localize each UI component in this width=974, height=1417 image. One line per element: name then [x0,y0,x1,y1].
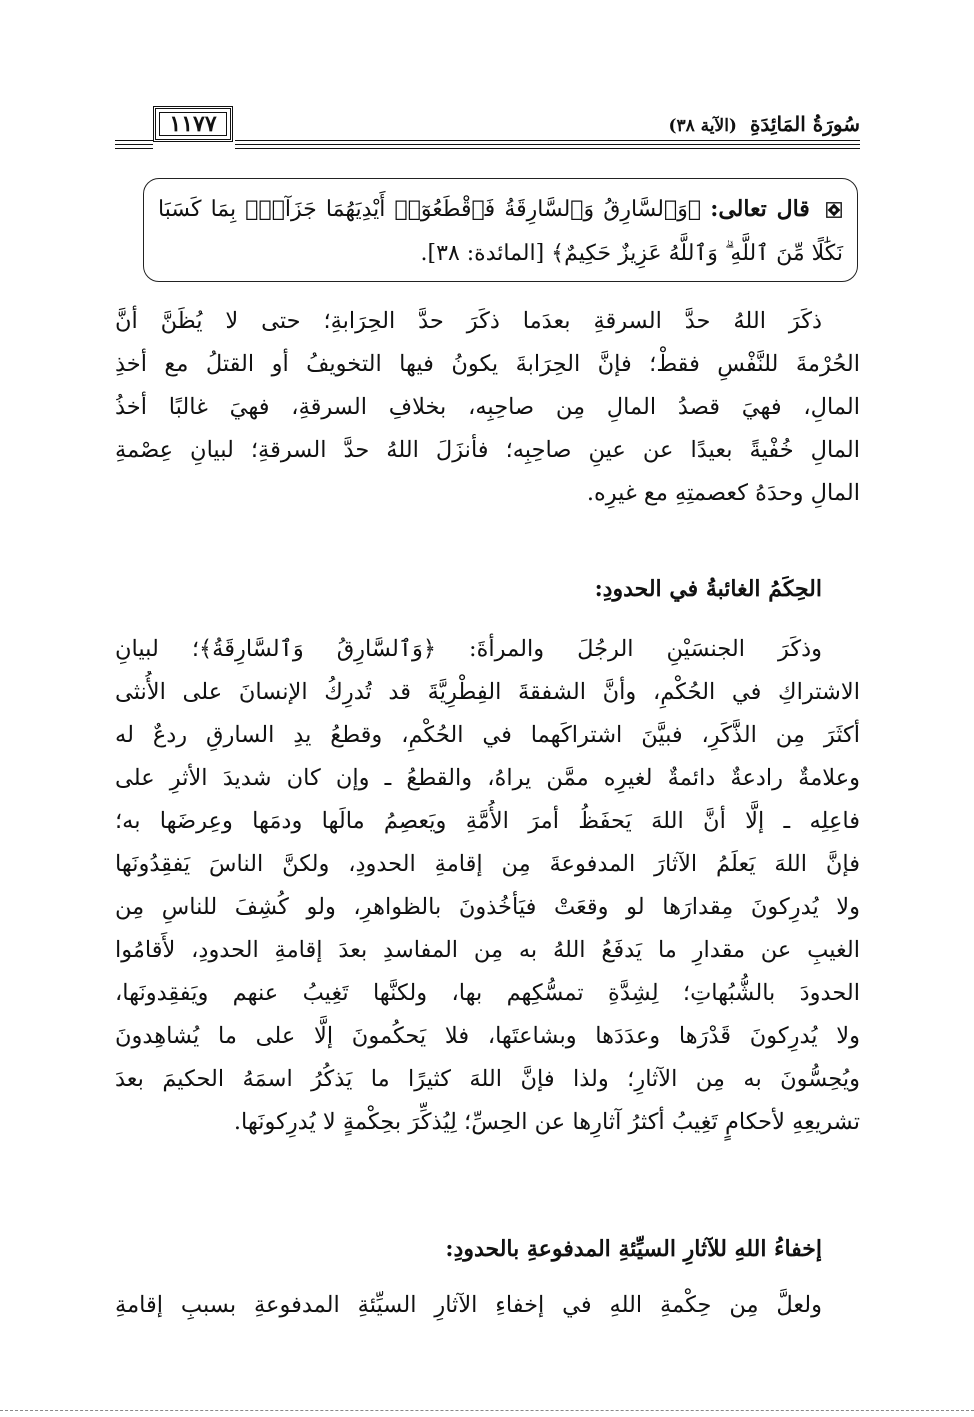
text-line: المالِ وحدَهُ كعصمتِهِ مع غيرِه. [586,480,860,506]
page-header [115,106,860,150]
text-line: أكثَرَ مِن الذَّكَرِ، فبيَّنَ اشتراكَهما في الحُكْمِ، وقطعُ يدِ السارقِ ردعٌ له [115,722,860,748]
page-bottom-edge [0,1410,974,1411]
paragraph-2 [115,628,860,1144]
heading-text: إخفاءُ اللهِ للآثارِ السيِّئةِ المدفوعةِ بالحدودِ: [445,1236,822,1262]
verse-text-1: ﴿وَٱلسَّارِقُ وَٱلسَّارِقَةُ فَٱقْطَعُوٓا۟ أَيْدِيَهُمَا جَزَآءًۢ بِمَا كَسَبَا [158,197,702,222]
text-line: فاعِلِه ـ إلَّا أنَّ اللهَ يَحفَظُ أمرَ الأُمَّةِ ويَعصِمُ مالَها ودمَها وعِرضَها به؛ [115,808,860,834]
text-line: وعلامةٌ رادعةٌ دائمةٌ لغيرِه ممَّن يراهُ، والقطعُ ـ وإن كان شديدَ الأثرِ على [115,765,860,791]
text-line: الغيبِ عن مقدارِ ما يَدفَعُ اللهُ به مِن المفاسدِ بعدَ إقامةِ الحدودِ، لأَقامُوا [115,937,860,963]
quran-verse-box [143,178,858,282]
verse-line-2: نَكَٰلًا مِّنَ ٱللَّهِ ۗ وَٱللَّهُ عَزِيزٌ حَكِيمٌ﴾ [المائدة: ٣٨]. [420,241,843,266]
text-line: ويُحِسُّونَ به مِن الآثارِ؛ ولذا فإنَّ اللهَ كثيرًا ما يَذكُرُ اسمَهُ الحكيمَ بعدَ [115,1066,860,1092]
text-line: الحُرْمةَ للنَّفْسِ فقطْ؛ فإنَّ الحِرَابةَ يكونُ فيها التخويفُ أو القتلُ مع أخذِ [115,351,860,377]
surah-title [668,112,860,136]
text-line: الحدودَ بالشُّبُهاتِ؛ لِشِدَّةِ تمسُّكِهم بها، ولكنَّها تَغِيبُ عنهم ويَفقِدونَها، [115,980,860,1006]
header-rule [235,144,860,145]
text-line: ذكَرَ اللهُ حدَّ السرقةِ بعدَما ذكَرَ حدَّ الحِرَابةِ؛ حتى لا يُظَنَّ أنَّ [115,308,822,334]
text-line: ولعلَّ مِن حِكْمةِ اللهِ في إخفاءِ الآثارِ السيِّئةِ المدفوعةِ بسببِ إقامةِ [115,1292,822,1318]
text-line: المالِ خُفْيةً بعيدًا عن عينِ صاحِبِه؛ فأنزَلَ اللهُ حدَّ السرقةِ؛ لبيانِ عِصْمةِ [115,437,860,463]
paragraph-3 [115,1284,860,1327]
header-rule-left [115,148,153,149]
text-line: ولا يُدرِكونَ مِقدارَها لو وقعَتْ فيَأخُذونَ بالظواهرِ، ولو كُشِفَ للناسِ مِن [115,894,860,920]
text-line: وذكَرَ الجنسَيْنِ الرجُلَ والمرأةَ: ﴿وَٱلسَّارِقُ وَٱلسَّارِقَةُ﴾؛ لبيانِ [115,636,822,662]
verse-intro: قال تعالى: [710,196,810,222]
paragraph-1 [115,300,860,515]
heading-text: الحِكَمُ الغائبةُ في الحدودِ: [594,576,822,602]
page-number-text: ١١٧٧ [169,111,217,137]
section-heading-2 [115,1229,860,1269]
page-number [153,106,233,142]
surah-name: سُورَةُ المَائِدَةِ [749,112,860,136]
section-heading-1 [115,569,860,609]
text-line: فإنَّ اللهَ يَعلَمُ الآثارَ المدفوعةَ مِن إقامةِ الحدودِ، ولكنَّ الناسَ يَفقِدُونَها [115,851,860,877]
header-rule [235,140,860,141]
text-line: تشريعِهِ لأحكامٍ تَغِيبُ أكثرُ آثارِها عن الحِسِّ؛ لِيُذكِّرَ بحِكْمةٍ لا يُدرِكونَها. [233,1109,860,1135]
verse-line-1 [158,187,843,232]
ayah-reference: (الآية ٣٨) [668,116,737,136]
header-rule-left [115,144,153,145]
text-line: المالِ، فهيَ قصدُ المالِ مِن صاحِبِه، بخلافِ السرقةِ، فهيَ غالبًا أخذُ [115,394,860,420]
text-line: ولا يُدرِكونَ قَدْرَها وعدَدَها وبشاعتَها، فلا يَحكُمونَ إلَّا على ما يُشاهِدونَ [115,1023,860,1049]
header-rule-left [115,140,153,141]
header-rule [235,148,860,149]
ornament-star-icon [825,201,843,219]
text-line: الاشتراكِ في الحُكْمِ، وأنَّ الشفقةَ الفِطْرِيَّةَ قد تُدرِكُ الإنسانَ على الأُنثى [115,679,860,705]
